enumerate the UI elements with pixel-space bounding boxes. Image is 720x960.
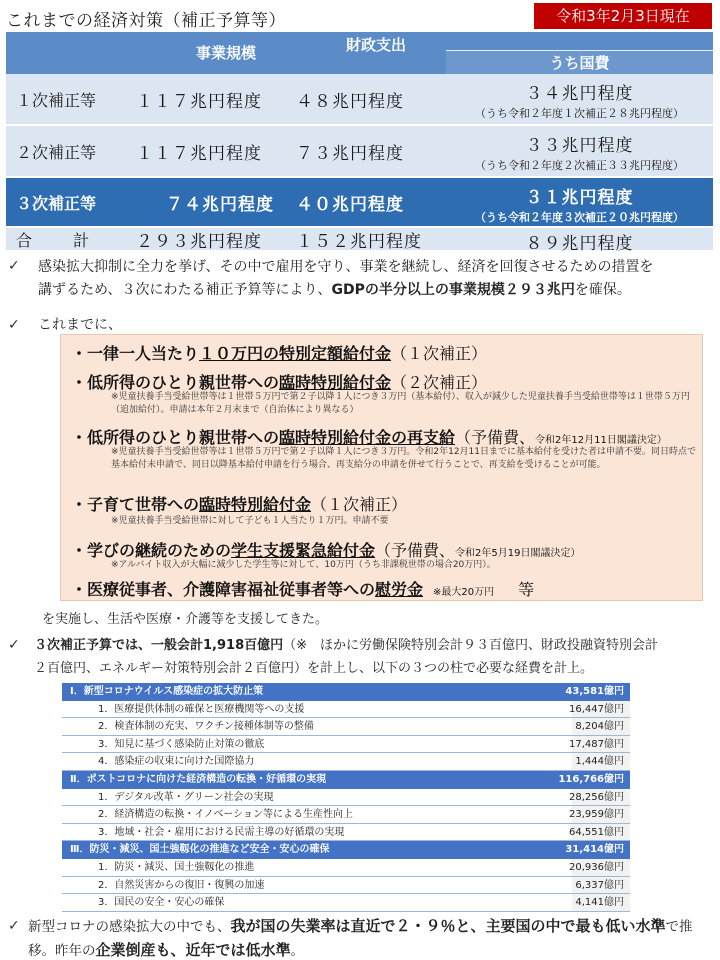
budget-amount: 4,141億円 (575, 897, 624, 909)
paragraph-1-line1: 感染拡大抑制に全力を挙げ、その中で雇用を守り、事業を継続し、経済を回復させるための措置を (38, 259, 654, 275)
paragraph-3-line2: ２百億円、エネルギー対策特別会計２百億円）を計上し、以下の３つの柱で必要な経費を計上。 (34, 661, 594, 676)
row-name: ２次補正等 (16, 142, 97, 162)
row-kokuhi-note: （うち令和２年度２次補正３３兆円程度） (475, 159, 684, 172)
measure-note: ※児童扶養手当受給世帯に対して子ども１人当たり１万円。申請不要 (111, 516, 389, 526)
summary-row-total (6, 228, 713, 252)
summary-header (6, 32, 713, 74)
paragraph-4-bold-2: 企業倒産も、近年では低水準 (95, 941, 291, 959)
budget-category-row (62, 841, 630, 859)
row-name: １次補正等 (16, 90, 97, 110)
budget-item-row (62, 718, 630, 736)
paragraph-4-bold: 我が国の失業率は直近で２・９％と、主要国の中で最も低い水準 (230, 917, 666, 935)
row-kokuhi: ８９兆円程度 (525, 234, 634, 254)
budget-amount: 116,766億円 (558, 774, 624, 785)
budget-amount: 1,444億円 (575, 756, 624, 768)
budget-label: 2．自然災害からの復旧・復興の加速 (98, 879, 265, 891)
budget-amount: 8,204億円 (575, 721, 624, 733)
summary-row-highlight (6, 178, 713, 228)
measure-note: ※児童扶養手当受給世帯等は１世帯５万円で第２子以降１人につき３万円（基本給付）、収入が減少した児童扶養手当受給世帯等は１世帯５万円（追加給付）。申請は本年２月末まで（自治体により異なる） (111, 392, 690, 415)
budget-amount: 43,581億円 (565, 686, 624, 697)
row-fiscal: ４８兆円程度 (296, 91, 404, 112)
paragraph-1-end: を確保。 (574, 282, 631, 298)
row-name: ３次補正等 (16, 193, 97, 213)
budget-label: Ⅲ．防災・減災、国土強靱化の推進など安全・安心の確保 (70, 844, 330, 856)
budget-label: 4．感染症の収束に向けた国際協力 (98, 756, 255, 768)
measure-note: ※アルバイト収入が大幅に減少した学生等に対して、10万円（うち非課税世帯の場合20万円）。 (111, 560, 496, 570)
budget-amount: 20,936億円 (569, 862, 624, 873)
budget-category-row (62, 771, 630, 789)
measure-item: ・医療従事者、介護障害福祉従事者等への慰労金 ※最大20万円 等 (71, 580, 535, 599)
measures-panel (60, 334, 703, 601)
budget-amount: 16,447億円 (569, 703, 624, 715)
summary-row (6, 126, 713, 178)
row-fiscal: ７３兆円程度 (296, 143, 404, 164)
row-kokuhi: ３１兆円程度 (525, 188, 634, 208)
budget-label: 3．国民の安全・安心の確保 (98, 897, 225, 909)
budget-label: Ⅰ．新型コロナウイルス感染症の拡大防止策 (70, 686, 264, 697)
measure-note: ※児童扶養手当受給世帯等は１世帯５万円で第２子以降１人につき３万円。令和2年12月11日までに基本給付を受けた者は申請不要。同日時点で基本給付未申請で、同日以降基本給付申請を行う場合、再支給分の申請を併せて行うことで、再支給を受けることが可能。 (111, 447, 696, 470)
row-scale: １１７兆円程度 (136, 91, 262, 112)
row-name: 合 計 (16, 230, 93, 250)
check-icon: ✓ (8, 258, 20, 274)
paragraph-1-line2: 講ずるため、３次にわたる補正予算等により、 (38, 282, 332, 298)
budget-amount: 6,337億円 (575, 879, 624, 891)
paragraph-2: これまでに、 (38, 317, 122, 333)
paragraph-4: 新型コロナの感染拡大の中でも、我が国の失業率は直近で２・９％と、主要国の中で最も低い水準で推 移。昨年の企業倒産も、近年では低水準。 (28, 917, 693, 959)
budget-item-row (62, 806, 630, 824)
budget-item-row (62, 859, 630, 877)
measure-item: ・子育て世帯への臨時特別給付金（１次補正） (71, 495, 408, 514)
paragraph-1 (38, 256, 714, 302)
row-scale: １１７兆円程度 (136, 143, 262, 164)
budget-table (62, 683, 630, 909)
budget-item-row (62, 894, 630, 912)
budget-amount: 64,551億円 (569, 826, 624, 838)
check-icon: ✓ (8, 637, 20, 653)
after-panel-text: を実施し、生活や医療・介護等を支援してきた。 (42, 612, 329, 627)
header-fiscal: 財政支出 (345, 36, 406, 54)
row-fiscal: １５２兆円程度 (296, 231, 422, 252)
paragraph-3 (34, 634, 718, 680)
row-kokuhi: ３４兆円程度 (525, 84, 634, 104)
row-kokuhi-note: （うち令和２年度１次補正２８兆円程度） (475, 107, 684, 120)
budget-label: Ⅱ．ポストコロナに向けた経済構造の転換・好循環の実現 (70, 774, 327, 785)
budget-label: 1．医療提供体制の確保と医療機関等への支援 (98, 703, 305, 715)
budget-item-row (62, 701, 630, 719)
budget-item-row (62, 824, 630, 842)
budget-item-row (62, 736, 630, 754)
row-kokuhi: ３３兆円程度 (525, 136, 634, 156)
budget-label: 2．経済構造の転換・イノベーション等による生産性向上 (98, 809, 353, 821)
measure-item: ・学びの継続のための学生支援緊急給付金（予備費、令和2年5月19日閣議決定） (71, 541, 581, 560)
paragraph-1-highlight: GDPの半分以上の事業規模２９３兆円 (331, 282, 575, 298)
row-scale: ７４兆円程度 (166, 194, 274, 215)
header-scale: 事業規模 (195, 44, 256, 62)
budget-amount: 31,414億円 (565, 844, 624, 856)
paragraph-3-rest: （※ ほかに労働保険特別会計９３百億円、財政投融資特別会計 (283, 638, 659, 653)
budget-category-row (62, 683, 630, 701)
budget-item-row (62, 877, 630, 895)
measure-item: ・低所得のひとり親世帯への臨時特別給付金の再支給（予備費、令和2年12月11日閣議決定） (71, 428, 667, 447)
budget-label: 3．知見に基づく感染防止対策の徹底 (98, 738, 265, 750)
row-scale: ２９３兆円程度 (136, 231, 262, 252)
budget-label: 1．防災・減災、国土強靱化の推進 (98, 862, 255, 873)
budget-label: 1．デジタル改革・グリーン社会の実現 (98, 791, 274, 803)
row-kokuhi-note: （うち令和２年度３次補正２０兆円程度） (475, 211, 684, 224)
budget-item-row (62, 789, 630, 807)
check-icon: ✓ (8, 918, 20, 934)
budget-item-row (62, 753, 630, 771)
budget-label: 3．地域・社会・雇用における民需主導の好循環の実現 (98, 826, 345, 838)
budget-amount: 28,256億円 (569, 791, 624, 803)
summary-table (6, 32, 713, 254)
row-fiscal: ４０兆円程度 (296, 194, 404, 215)
page-title: これまでの経済対策（補正予算等） (6, 11, 286, 31)
budget-amount: 17,487億円 (569, 738, 624, 750)
paragraph-3-bold: ３次補正予算では、一般会計1,918百億円 (34, 638, 284, 653)
budget-label: 2．検査体制の充実、ワクチン接種体制等の整備 (98, 721, 314, 733)
date-badge: 令和3年2月3日現在 (534, 3, 712, 29)
summary-row (6, 74, 713, 126)
header-kokuhi: うち国費 (446, 50, 713, 74)
measure-item: ・低所得のひとり親世帯への臨時特別給付金（２次補正） (71, 373, 488, 392)
measure-item: ・一律一人当たり１０万円の特別定額給付金（１次補正） (71, 344, 488, 363)
check-icon: ✓ (8, 317, 20, 333)
budget-amount: 23,959億円 (569, 809, 624, 821)
